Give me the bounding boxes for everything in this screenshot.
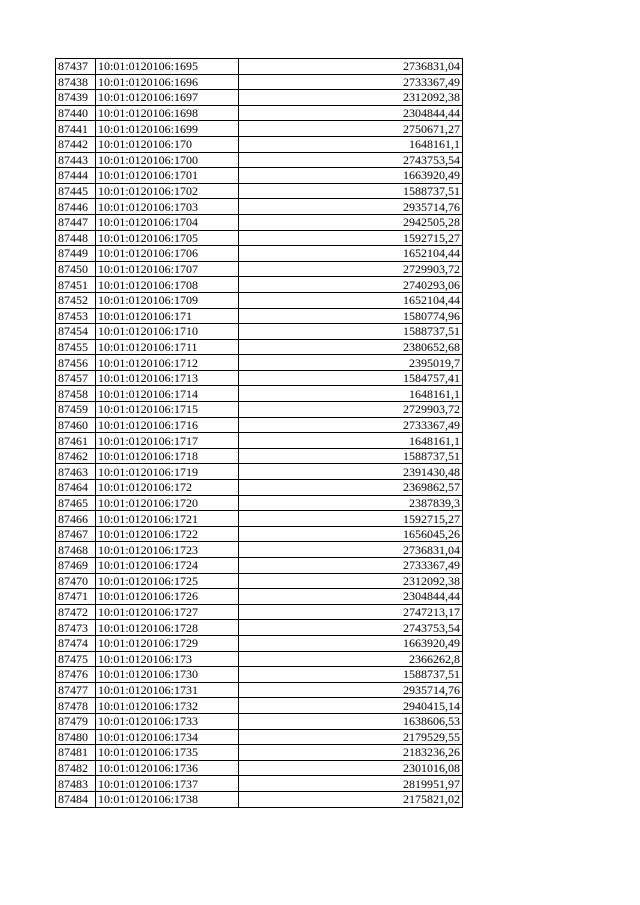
cadastral-number-cell: 10:01:0120106:1717 [96, 433, 239, 449]
row-id-cell: 87441 [56, 121, 96, 137]
cadastral-number-cell: 10:01:0120106:1732 [96, 698, 239, 714]
cadastral-number-cell: 10:01:0120106:172 [96, 480, 239, 496]
row-id-cell: 87464 [56, 480, 96, 496]
cadastral-number-cell: 10:01:0120106:1736 [96, 760, 239, 776]
value-cell: 1652104,44 [239, 292, 463, 308]
table-row [56, 464, 463, 480]
value-cell: 2729903,72 [239, 402, 463, 418]
table-row [56, 292, 463, 308]
table-row [56, 526, 463, 542]
table-row [56, 433, 463, 449]
table-row [56, 152, 463, 168]
table-row [56, 121, 463, 137]
value-cell: 2366262,8 [239, 651, 463, 667]
row-id-cell: 87477 [56, 682, 96, 698]
value-cell: 2369862,57 [239, 480, 463, 496]
cadastral-number-cell: 10:01:0120106:1697 [96, 90, 239, 106]
value-cell: 2733367,49 [239, 558, 463, 574]
value-cell: 2747213,17 [239, 604, 463, 620]
cadastral-number-cell: 10:01:0120106:1705 [96, 230, 239, 246]
cadastral-number-cell: 10:01:0120106:1737 [96, 776, 239, 792]
row-id-cell: 87440 [56, 105, 96, 121]
cadastral-number-cell: 10:01:0120106:1720 [96, 495, 239, 511]
cadastral-number-cell: 10:01:0120106:1731 [96, 682, 239, 698]
table-row [56, 776, 463, 792]
row-id-cell: 87463 [56, 464, 96, 480]
cadastral-number-cell: 10:01:0120106:1719 [96, 464, 239, 480]
cadastral-number-cell: 10:01:0120106:1735 [96, 745, 239, 761]
table-row [56, 448, 463, 464]
value-cell: 2740293,06 [239, 277, 463, 293]
value-cell: 1648161,1 [239, 136, 463, 152]
value-cell: 2750671,27 [239, 121, 463, 137]
value-cell: 2391430,48 [239, 464, 463, 480]
row-id-cell: 87461 [56, 433, 96, 449]
table-row [56, 791, 463, 807]
row-id-cell: 87462 [56, 448, 96, 464]
value-cell: 2175821,02 [239, 791, 463, 807]
cadastral-number-cell: 10:01:0120106:1699 [96, 121, 239, 137]
table-row [56, 589, 463, 605]
table-row [56, 558, 463, 574]
table-row [56, 90, 463, 106]
cadastral-number-cell: 10:01:0120106:1706 [96, 246, 239, 262]
row-id-cell: 87437 [56, 59, 96, 75]
row-id-cell: 87471 [56, 589, 96, 605]
row-id-cell: 87458 [56, 386, 96, 402]
row-id-cell: 87454 [56, 324, 96, 340]
table-row [56, 370, 463, 386]
cadastral-number-cell: 10:01:0120106:1728 [96, 620, 239, 636]
row-id-cell: 87448 [56, 230, 96, 246]
cadastral-number-cell: 10:01:0120106:1700 [96, 152, 239, 168]
table-row [56, 386, 463, 402]
table-row [56, 246, 463, 262]
cadastral-number-cell: 10:01:0120106:1730 [96, 667, 239, 683]
cadastral-number-cell: 10:01:0120106:1723 [96, 542, 239, 558]
row-id-cell: 87459 [56, 402, 96, 418]
table-row [56, 573, 463, 589]
row-id-cell: 87472 [56, 604, 96, 620]
cadastral-number-cell: 10:01:0120106:1733 [96, 713, 239, 729]
value-cell: 2312092,38 [239, 90, 463, 106]
value-cell: 1592715,27 [239, 230, 463, 246]
table-row [56, 183, 463, 199]
table-row [56, 74, 463, 90]
cadastral-number-cell: 10:01:0120106:1714 [96, 386, 239, 402]
value-cell: 2183236,26 [239, 745, 463, 761]
value-cell: 2387839,3 [239, 495, 463, 511]
row-id-cell: 87467 [56, 526, 96, 542]
value-cell: 1588737,51 [239, 183, 463, 199]
cadastral-number-cell: 10:01:0120106:1696 [96, 74, 239, 90]
table-row [56, 511, 463, 527]
cadastral-number-cell: 10:01:0120106:1726 [96, 589, 239, 605]
cadastral-number-cell: 10:01:0120106:1727 [96, 604, 239, 620]
cadastral-number-cell: 10:01:0120106:1711 [96, 339, 239, 355]
row-id-cell: 87443 [56, 152, 96, 168]
value-cell: 2304844,44 [239, 105, 463, 121]
table-row [56, 698, 463, 714]
value-cell: 1663920,49 [239, 168, 463, 184]
value-cell: 2733367,49 [239, 417, 463, 433]
table-row [56, 402, 463, 418]
table-row [56, 760, 463, 776]
table-row [56, 308, 463, 324]
value-cell: 2736831,04 [239, 59, 463, 75]
cadastral-number-cell: 10:01:0120106:1725 [96, 573, 239, 589]
cadastral-number-cell: 10:01:0120106:1721 [96, 511, 239, 527]
row-id-cell: 87483 [56, 776, 96, 792]
cadastral-number-cell: 10:01:0120106:170 [96, 136, 239, 152]
cadastral-number-cell: 10:01:0120106:1713 [96, 370, 239, 386]
cadastral-number-cell: 10:01:0120106:1738 [96, 791, 239, 807]
row-id-cell: 87451 [56, 277, 96, 293]
row-id-cell: 87453 [56, 308, 96, 324]
row-id-cell: 87479 [56, 713, 96, 729]
value-cell: 2301016,08 [239, 760, 463, 776]
value-cell: 2935714,76 [239, 199, 463, 215]
table-row [56, 713, 463, 729]
row-id-cell: 87482 [56, 760, 96, 776]
table-row [56, 542, 463, 558]
row-id-cell: 87455 [56, 339, 96, 355]
row-id-cell: 87446 [56, 199, 96, 215]
value-cell: 1580774,96 [239, 308, 463, 324]
row-id-cell: 87465 [56, 495, 96, 511]
row-id-cell: 87447 [56, 214, 96, 230]
table-row [56, 199, 463, 215]
cadastral-number-cell: 10:01:0120106:1701 [96, 168, 239, 184]
table-row [56, 355, 463, 371]
cadastral-number-cell: 10:01:0120106:1710 [96, 324, 239, 340]
value-cell: 2935714,76 [239, 682, 463, 698]
cadastral-number-cell: 10:01:0120106:1729 [96, 635, 239, 651]
row-id-cell: 87480 [56, 729, 96, 745]
row-id-cell: 87476 [56, 667, 96, 683]
table-row [56, 682, 463, 698]
cadastral-number-cell: 10:01:0120106:1709 [96, 292, 239, 308]
value-cell: 1656045,26 [239, 526, 463, 542]
row-id-cell: 87473 [56, 620, 96, 636]
value-cell: 1638606,53 [239, 713, 463, 729]
value-cell: 2179529,55 [239, 729, 463, 745]
table-row [56, 339, 463, 355]
row-id-cell: 87475 [56, 651, 96, 667]
cadastral-number-cell: 10:01:0120106:1703 [96, 199, 239, 215]
row-id-cell: 87466 [56, 511, 96, 527]
table-row [56, 261, 463, 277]
row-id-cell: 87452 [56, 292, 96, 308]
value-cell: 2395019,7 [239, 355, 463, 371]
row-id-cell: 87450 [56, 261, 96, 277]
cadastral-number-cell: 10:01:0120106:1715 [96, 402, 239, 418]
value-cell: 1584757,41 [239, 370, 463, 386]
row-id-cell: 87460 [56, 417, 96, 433]
table-row [56, 729, 463, 745]
value-cell: 1648161,1 [239, 433, 463, 449]
table-row [56, 417, 463, 433]
value-cell: 1663920,49 [239, 635, 463, 651]
table-row [56, 495, 463, 511]
value-cell: 2304844,44 [239, 589, 463, 605]
value-cell: 1648161,1 [239, 386, 463, 402]
row-id-cell: 87470 [56, 573, 96, 589]
row-id-cell: 87445 [56, 183, 96, 199]
cadastral-number-cell: 10:01:0120106:1702 [96, 183, 239, 199]
row-id-cell: 87456 [56, 355, 96, 371]
cadastral-number-cell: 10:01:0120106:1704 [96, 214, 239, 230]
value-cell: 2380652,68 [239, 339, 463, 355]
row-id-cell: 87474 [56, 635, 96, 651]
value-cell: 2733367,49 [239, 74, 463, 90]
table-row [56, 105, 463, 121]
cadastral-number-cell: 10:01:0120106:173 [96, 651, 239, 667]
cadastral-number-cell: 10:01:0120106:1724 [96, 558, 239, 574]
table-row [56, 604, 463, 620]
value-cell: 1588737,51 [239, 324, 463, 340]
value-cell: 2819951,97 [239, 776, 463, 792]
value-cell: 2940415,14 [239, 698, 463, 714]
value-cell: 2312092,38 [239, 573, 463, 589]
cadastral-number-cell: 10:01:0120106:1707 [96, 261, 239, 277]
table-row [56, 745, 463, 761]
table-row [56, 277, 463, 293]
value-cell: 2942505,28 [239, 214, 463, 230]
table-row [56, 620, 463, 636]
table-body [56, 59, 463, 808]
row-id-cell: 87444 [56, 168, 96, 184]
row-id-cell: 87449 [56, 246, 96, 262]
cadastral-number-cell: 10:01:0120106:1718 [96, 448, 239, 464]
table-row [56, 214, 463, 230]
row-id-cell: 87442 [56, 136, 96, 152]
table-row [56, 651, 463, 667]
table-row [56, 230, 463, 246]
cadastral-number-cell: 10:01:0120106:1695 [96, 59, 239, 75]
row-id-cell: 87484 [56, 791, 96, 807]
value-cell: 1652104,44 [239, 246, 463, 262]
value-cell: 1588737,51 [239, 448, 463, 464]
cadastral-number-cell: 10:01:0120106:1712 [96, 355, 239, 371]
table-row [56, 635, 463, 651]
value-cell: 1592715,27 [239, 511, 463, 527]
cadastral-number-cell: 10:01:0120106:1722 [96, 526, 239, 542]
row-id-cell: 87481 [56, 745, 96, 761]
cadastral-number-cell: 10:01:0120106:171 [96, 308, 239, 324]
table-row [56, 168, 463, 184]
row-id-cell: 87469 [56, 558, 96, 574]
row-id-cell: 87478 [56, 698, 96, 714]
table-row [56, 324, 463, 340]
table-row [56, 667, 463, 683]
row-id-cell: 87438 [56, 74, 96, 90]
row-id-cell: 87439 [56, 90, 96, 106]
cadastral-value-table [55, 58, 463, 808]
table-row [56, 136, 463, 152]
cadastral-number-cell: 10:01:0120106:1716 [96, 417, 239, 433]
cadastral-number-cell: 10:01:0120106:1698 [96, 105, 239, 121]
cadastral-number-cell: 10:01:0120106:1734 [96, 729, 239, 745]
table-row [56, 59, 463, 75]
cadastral-number-cell: 10:01:0120106:1708 [96, 277, 239, 293]
value-cell: 2736831,04 [239, 542, 463, 558]
value-cell: 1588737,51 [239, 667, 463, 683]
value-cell: 2743753,54 [239, 152, 463, 168]
table-row [56, 480, 463, 496]
row-id-cell: 87468 [56, 542, 96, 558]
value-cell: 2729903,72 [239, 261, 463, 277]
value-cell: 2743753,54 [239, 620, 463, 636]
row-id-cell: 87457 [56, 370, 96, 386]
